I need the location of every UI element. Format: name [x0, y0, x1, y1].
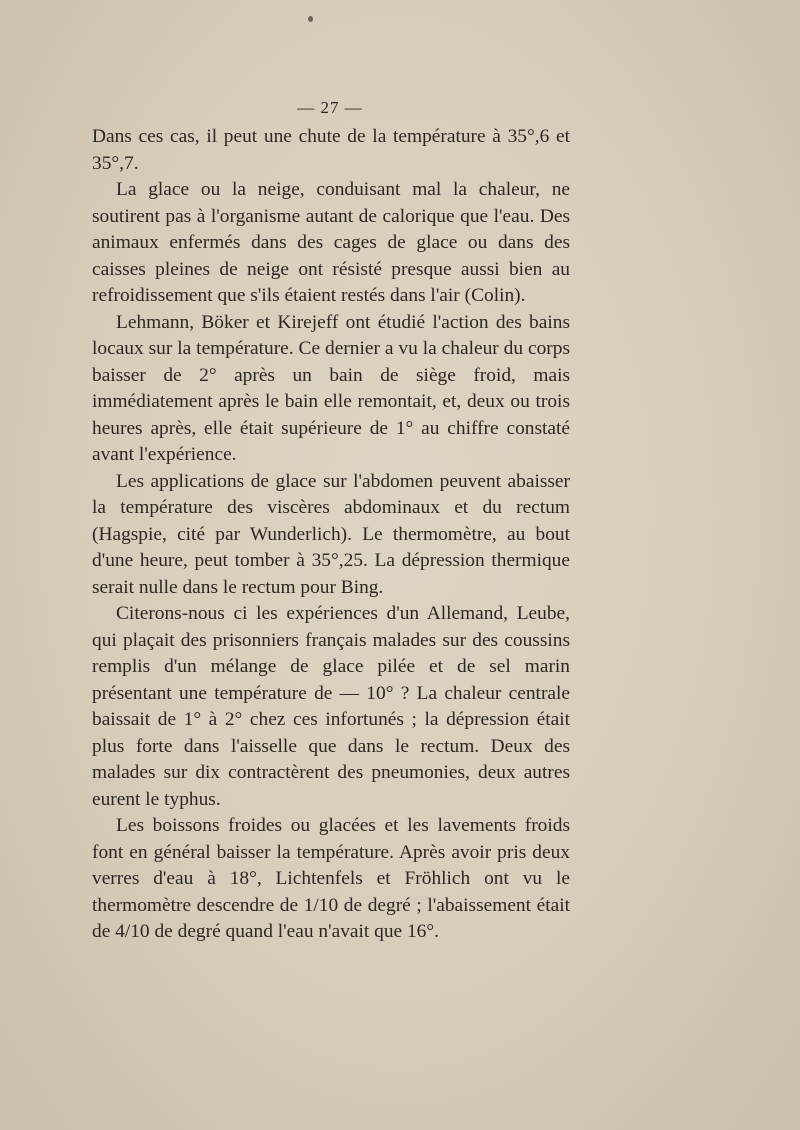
paragraph-4: Les applications de glace sur l'abdomen peuvent abaisser la température des viscères abdominaux et du rectum (Hagspie, cité par Wunderlich). Le thermomètre, au bout d'une heure, peut tomber à 35°,25. La dépression thermique serait nulle dans le rectum pour Bing.	[92, 470, 570, 598]
paragraph-1: Dans ces cas, il peut une chute de la température à 35°,6 et 35°,7.	[92, 126, 570, 174]
ink-speck	[308, 16, 313, 22]
body-text	[92, 124, 570, 946]
paragraph-6: Les boissons froides ou glacées et les lavements froids font en général baisser la température. Après avoir pris deux verres d'eau à 18°, Lichtenfels et Fröhlich ont vu le thermomètre descendre de 1/10 de degré ; l'abaissement était de 4/10 de degré quand l'eau n'avait que 16°.	[92, 815, 570, 942]
paragraph-5: Citerons-nous ci les expériences d'un Allemand, Leube, qui plaçait des prisonniers français malades sur des coussins remplis d'un mélange de glace pilée et de sel marin présentant une température de — 10° ? La chaleur centrale baissait de 1° à 2° chez ces infortunés ; la dépression était plus forte dans l'aisselle que dans le rectum. Deux des malades sur dix contractèrent des pneumonies, deux autres eurent le typhus.	[92, 603, 570, 810]
paragraph-2: La glace ou la neige, conduisant mal la chaleur, ne soutirent pas à l'organisme autant de calorique que l'eau. Des animaux enfermés dans des cages de glace ou dans des caisses pleines de neige ont résisté presque aussi bien au refroidissement que s'ils étaient restés dans l'air (Colin).	[92, 179, 570, 306]
page-number: — 27 —	[297, 98, 363, 117]
paragraph-3: Lehmann, Böker et Kirejeff ont étudié l'action des bains locaux sur la température. Ce dernier a vu la chaleur du corps baisser de 2° après un bain de siège froid, mais immédiatement après le bain elle remontait, et, deux ou trois heures après, elle était supérieure de 1° au chiffre constaté avant l'expérience.	[92, 311, 570, 465]
